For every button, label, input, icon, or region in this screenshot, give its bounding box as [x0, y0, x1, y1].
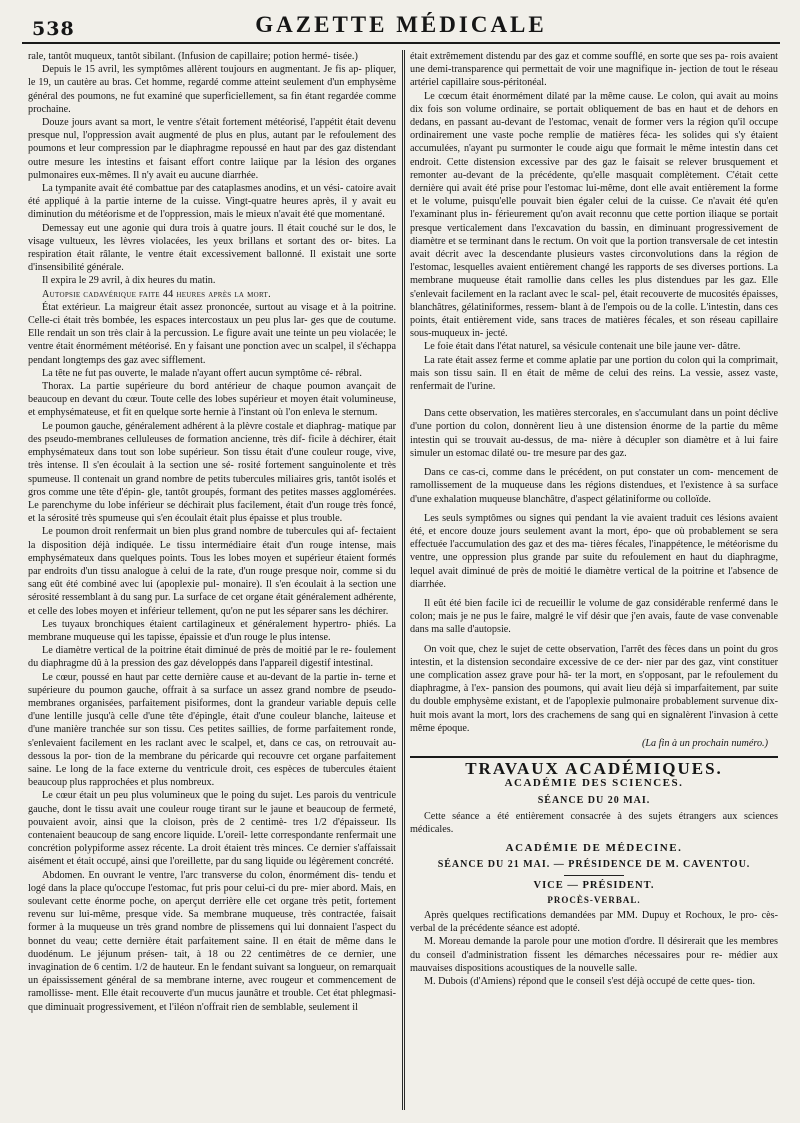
- paragraph: Cette séance a été entièrement consacrée à des sujets étrangers aux sciences médicales.: [410, 810, 778, 835]
- paragraph: M. Dubois (d'Amiens) répond que le conseil s'est déjà occupé de cette ques- tion.: [424, 976, 755, 987]
- paragraph: était extrêmement distendu par des gaz et comme soufflé, en sorte que ses pa- rois avaient une demi-transparence qui permettait de voir une magnifique in- jection de tout le réseau artériel capillaire sous-péritonéal.: [410, 51, 778, 89]
- masthead-title: GAZETTE MÉDICALE: [255, 12, 547, 37]
- medecine-seance: SÉANCE DU 21 MAI. — PRÉSIDENCE DE M. CAVENTOU.: [437, 859, 751, 871]
- page-number: 538: [32, 18, 75, 40]
- paragraph: Le cœcum était énormément dilaté par la même cause. Le colon, qui avait au moins dix fois son volume ordinaire, se portait obliquement de bas en haut et de dehors en dedans, en passant au-devant de l'estomac, venait de former vers la région qu'il occupe ordinairement une vaste poche remplie de matières féca- les solides qui s'y étaient accumulées, n'ayant pu surmonter le coude aigu que formait le même intestin dans cet endroit. Cette distension excessive par des gaz le faisait se relever brusquement et remonter au-devant de la précédente, qu'elle masquait complètement. C'était cette dernière qui avait été prise pour l'estomac lui-même, dont elle avait entièrement la forme et le volume, puisqu'elle pouvait bien égaler celui de la cuisse. Ce n'avait été qu'en l'examinant plus in- férieurement qu'on avait reconnu que cette portion iliaque se portait presque verticalement dans l'excavation du bassin, en diminuant progressivement de diamètre et se terminant dans le rectum. On voit que la portion transversale de cet intestin avait décrit avec la descendante plusieurs vastes circonvolutions dans la région de l'estomac, lesquelles avaient entièrement changé les rapports de ses diverses portions. La membrane muqueuse était ramollie dans celles les plus distendues par les gaz. Elle s'enlevait facilement en la raclant avec le scal- pel, était recouverte de mucosités épaisses, blanchâtres, gélatiniformes, ressem- blant à de l'empois ou de la colle. L'intestin, dans ces points, était entièrement vide, sans traces de matières fécales, et son réseau capillaire sous-muqueux in- jecté.: [410, 90, 778, 340]
- paragraph: On voit que, chez le sujet de cette observation, l'arrêt des fèces dans un point du gros intestin, et la distension secondaire excessive de ce der- nier par des gaz, vint constituer une complication assez grave pour hâ- ter la mort, en s'opposant, par le refoulement du diaphragme, à l'ex- pansion des poumons, qui avait lieu déjà si imparfaitement, par suite du double emphysème existant, et de l'apoplexie pulmonaire probablement survenue dix-huit mois avant la mort, lors des crachemens de sang qui en signalèrent l'invasion à cette même époque.: [410, 643, 778, 734]
- paragraph: Les seuls symptômes ou signes qui pendant la vie avaient traduit ces lésions avaient été, et encore douze jours seulement avant la mort, épo- que où probablement se sera effectuée l'accumulation des gaz et des ma- tières fécales, l'inappétence, le météorisme du ventre, une oppression plus grande par suite du refoulement en haut du diaphragme, lequel avait diminué de près de moitié le diamètre vertical de la poitrine et l'absence de diarrhée.: [410, 512, 778, 590]
- paragraph: Le poumon droit renfermait un bien plus grand nombre de tubercules qui af- fectaient la disposition déjà indiquée. Le tissu intermédiaire était d'un rouge intense, mais emphysémateux dans quelques points. Tous les lobes moyen et supérieur étaient formés par endroits d'un tissu analogue à celui de la rate, d'un rouge presque noir, comme si du sang eût été combiné avec lui (apoplexie pul- monaire). Il s'en écoulait à la section une sérosité ressemblant à du sang pur. La surface de cet organe était généralement adhérente, et celle des lobes moyen et inférieur tellement, qu'on ne put les séparer sans les déchirer.: [28, 526, 396, 617]
- paragraph: La tête ne fut pas ouverte, le malade n'ayant offert aucun symptôme cé- rébral.: [42, 367, 362, 379]
- paragraph: Dans ce cas-ci, comme dans le précédent, on put constater un com- mencement de ramollissement de la muqueuse dans les régions distendues, et l'existence à sa surface d'une exhalation muqueuse blanchâtre, d'aspect gélatiniforme ou colloïde.: [410, 467, 778, 505]
- paragraph: Le cœur, poussé en haut par cette dernière cause et au-devant de la partie in- terne et supérieure du poumon gauche, offrait à sa surface un assez grand nombre de pseudo-membranes organisées, parfaitement pisiformes, dont la grandeur variable depuis celle d'une lentille jusqu'à celle d'une tête d'épingle, était d'une couleur blanche, laiteuse et d'une manière tranchée sur son tissu. Ces petites saillies, de forme parfaitement ronde, s'enlevaient facilement en les raclant avec le scalpel, et, dans ce cas, on retrouvait au-dessous la por- tion de la membrane du péricarde qui recouvre cet organe parfaitement saine. Le long de la face externe du ventricule droit, ces espèces de tubercules étaient beaucoup plus rapprochées et plus nombreux.: [28, 671, 396, 789]
- paragraph: La rate était assez ferme et comme aplatie par une portion du colon qui la comprimait, mais son tissu sain. Il en était de même de celui des reins. La vessie, assez vaste, renfermait de l'urine.: [410, 354, 778, 393]
- paragraph: Demessay eut une agonie qui dura trois à quatre jours. Il était couché sur le dos, le visage vultueux, les lèvres violacées, les yeux brillans et sortant des or- bites. La respiration était râlante, le ventre était excessivement ballonné. Il existait une sorte d'insensibilité générale.: [28, 222, 396, 274]
- column-divider: [402, 50, 406, 1110]
- paragraph: Douze jours avant sa mort, le ventre s'était fortement météorisé, l'appétit était devenu presque nul, l'oppression avait augmenté de plus en plus, autant par le refoulement des poumons et leur compression par le diaphragme repoussé en haut par des gaz distendant outre mesure les intestins et faisant effort contre laiique par la lésion des organes pulmonaires eux-mêmes. Il n'y avait eu aucune diarrhée.: [28, 117, 396, 181]
- paragraph: Le foie était dans l'état naturel, sa vésicule contenait une bile jaune ver- dâtre.: [424, 341, 741, 353]
- section-heading-autopsie: Autopsie cadavérique faite 44 heures après la mort.: [42, 288, 271, 300]
- travaux-title: TRAVAUX ACADÉMIQUES.: [465, 759, 723, 779]
- paragraph: La tympanite avait été combattue par des cataplasmes anodins, et un vési- catoire avait été appliqué à la partie interne de la cuisse. Vingt-quatre heures après, il y avait eu diminution du météorisme et de l'oppression, mais le mieux n'avait été que momentané.: [28, 183, 396, 221]
- paragraph: M. Moreau demande la parole pour une motion d'ordre. Il désirerait que les membres du conseil d'administration fissent les démarches nécessaires pour re- médier aux mauvaises dispositions acoustiques de la nouvelle salle.: [410, 936, 778, 974]
- sciences-seance: SÉANCE DU 20 MAI.: [537, 794, 651, 806]
- section-rule: [410, 756, 778, 758]
- paragraph: rale, tantôt muqueux, tantôt sibilant. (Infusion de capillaire; potion hermé- tisée.): [28, 51, 358, 62]
- paragraph: Depuis le 15 avril, les symptômes allèrent toujours en augmentant. Je fis ap- pliquer, le 19, un cautère au bras. Cet homme, regardé comme atteint seulement d'un emphysème général des poumons, ne fut examiné que superficiellement, sa fin étant regardée comme prochaine.: [28, 64, 396, 115]
- paragraph: Le poumon gauche, généralement adhérent à la plèvre costale et diaphrag- matique par des pseudo-membranes celluleuses de formation ancienne, très dif- ficile à déchirer, était emphysémateux dans tout son lobe supérieur. Son tissu était d'une couleur rouge, vive, très intense. Il s'en écoulait à la section une sé- rosité fortement sanguinolente et très spumeuse. Il contenait un grand nombre de petits tubercules miliaires gris, tantôt isolés et gros comme une tête d'épin- gle, tantôt groupés, formant des petites masses agglomérées. Le parenchyme du lobe inférieur se déchirait plus facilement, était d'un rouge très foncé, et la sérosité très spumeuse qui s'en écoulait était plus épaisse et plus trouble.: [28, 420, 396, 525]
- paragraph: État extérieur. La maigreur était assez prononcée, surtout au visage et à la poitrine. Celle-ci était très bombée, les espaces intercostaux un peu plus lar- ges que de coutume. Elle rendait un son très clair à la percussion. Le figure avait une teinte un peu violacée; le ventre était énormément météorisé. En y faisant une ponction avec un scalpel, il s'échappa pendant longtemps des gaz avec sifflement.: [28, 301, 396, 366]
- paragraph: Dans cette observation, les matières stercorales, en s'accumulant dans un point déclive d'une portion du colon, donnèrent lieu à une distension énorme de la partie du même intestin qui se trouvait au-dessus, de ma- nière à décupler son diamètre et à lui faire simuler un estomac dilaté ou- tre mesure par des gaz.: [410, 408, 778, 459]
- newspaper-page: [22, 10, 780, 1110]
- right-column: [410, 50, 778, 1110]
- paragraph: Le cœur était un peu plus volumineux que le poing du sujet. Les parois du ventricule gauche, dont le tissu avait une couleur rouge tirant sur le jaune et beaucoup de fermeté, pouvaient avoir, ainsi que la cloison, près de 2 centimè- tres 1/2 d'épaisseur. Ils contenaient beaucoup de sang encore liquide. L'oreil- lette correspondante renfermait une concrétion polypiforme assez récente. La droit étaient très minces. Ce dernier s'affaissait aisément et était occupé, ainsi que l'oreillette, par du sang liquide ou légèrement concrété.: [28, 790, 396, 868]
- academie-sciences-title: ACADÉMIE DES SCIENCES.: [504, 777, 684, 790]
- continuation-note: (La fin à un prochain numéro.): [641, 737, 768, 749]
- paragraph: Abdomen. En ouvrant le ventre, l'arc transverse du colon, énormément dis- tendu et logé dans la place qu'occupe l'estomac, fut pris pour celui-ci du pre- mier abord. Mais, en soulevant cette énorme poche, on aperçut derrière elle cet organe très petit, fortement revenu sur lui-même, presque vide. Sa membrane muqueuse, très contractée, faisait former à la muqueuse un très grand nombre de plissemens qui lui donnaient l'aspect du bonnet du veau; cette dernière était parfaitement saine. Il en était de même dans le duodénum. Le jéjunum présen- tait, à 18 ou 22 centimètres de ce dernier, une invagination de 6 centim. 1/2 de hauteur. En le fendant suivant sa longueur, on remarquait un épaississement général de sa membrane interne, avec rougeur et commencement de ramollisse- ment. Elle était recouverte d'un mucus jaunâtre et trouble. Cet état phlegmasi- que diminuait progressivement, et l'iléon n'offrait rien de semblable, seulement il: [28, 869, 396, 1013]
- left-column: [28, 50, 396, 1110]
- paragraph: Il expira le 29 avril, à dix heures du matin.: [42, 275, 216, 287]
- paragraph: Les tuyaux bronchiques étaient cartilagineux et généralement hypertro- phiés. La membrane muqueuse qui les tapisse, épaissie et d'un rouge le plus intense.: [28, 618, 396, 643]
- paragraph: Après quelques rectifications demandées par MM. Dupuy et Rochoux, le pro- cès-verbal de la précédente séance est adopté.: [410, 909, 778, 935]
- academie-medecine-title: ACADÉMIE DE MÉDECINE.: [505, 842, 683, 855]
- page-header: [22, 10, 780, 44]
- vice-president-heading: VICE — PRÉSIDENT.: [533, 879, 655, 891]
- paragraph: Il eût été bien facile ici de recueillir le volume de gaz considérable renfermé dans le colon; mais je ne pus le faire, malgré le vif désir que j'en avais, faute de vase convenable dans ma salle d'autopsie.: [410, 597, 778, 636]
- paragraph: Le diamètre vertical de la poitrine était diminué de près de moitié par le re- foulement du diaphragme dû à la pression des gaz développés dans l'appareil digestif intestinal.: [28, 645, 396, 670]
- text-columns: [22, 50, 780, 1110]
- paragraph: Thorax. La partie supérieure du bord antérieur de chaque poumon avançait de beaucoup en devant du cœur. Toute celle des lobes supérieur et moyen était volumineuse, et emphysémateuse, et fit en quelque sorte hernie à l'instant où l'on enleva le sternum.: [28, 381, 396, 419]
- proces-verbal-heading: PROCÈS-VERBAL.: [547, 894, 641, 905]
- small-rule: [564, 875, 624, 876]
